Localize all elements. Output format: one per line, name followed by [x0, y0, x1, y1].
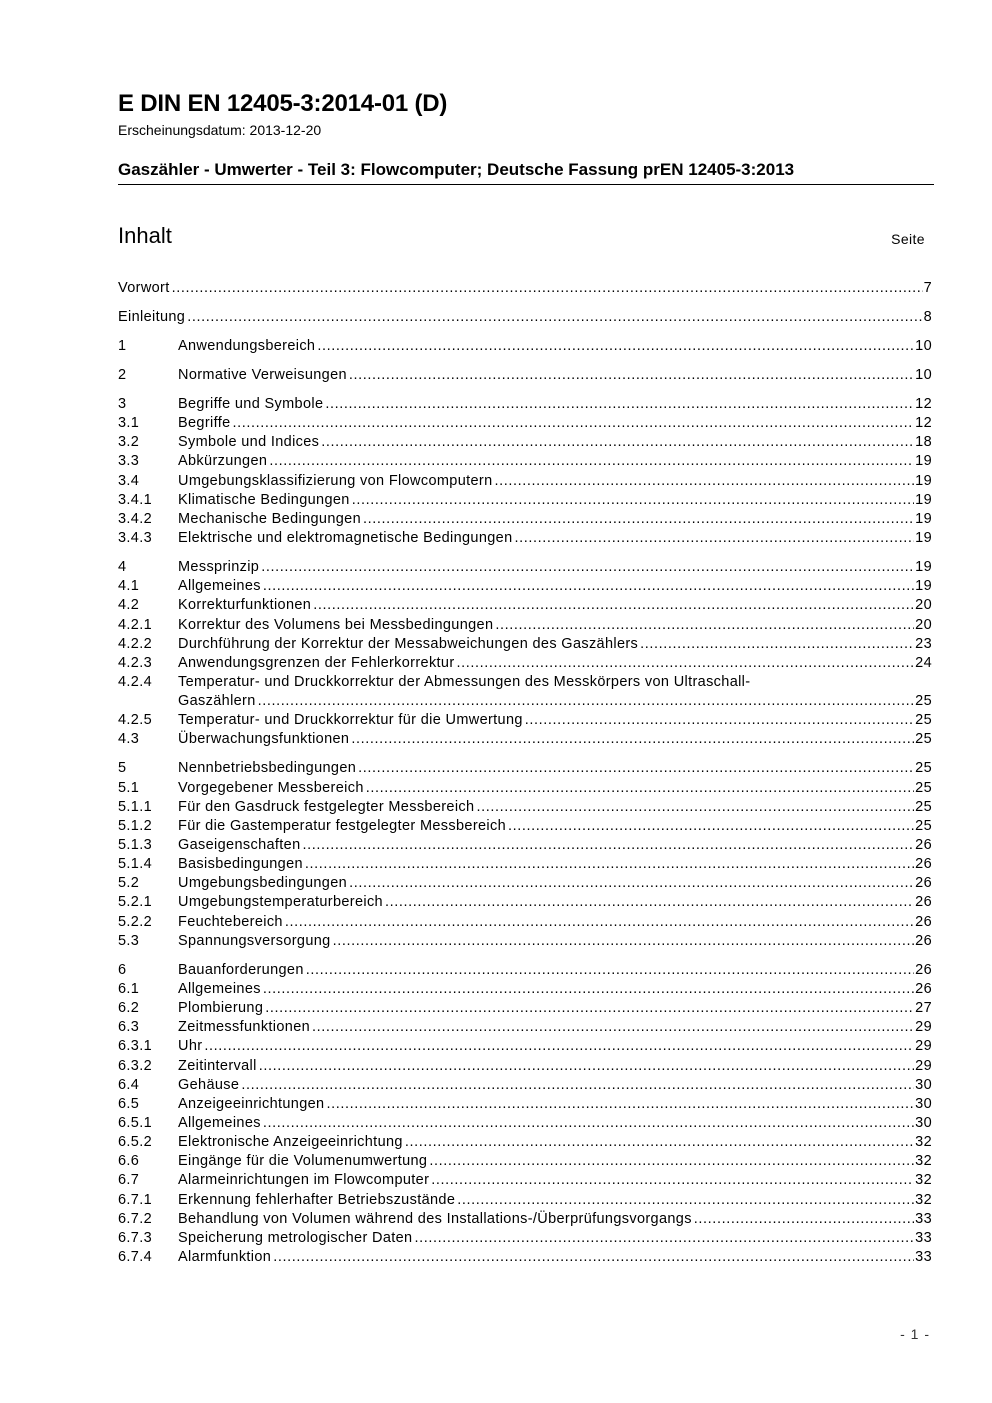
toc-entry-leader [258, 692, 915, 711]
toc-entry-title: Umgebungsbedingungen [178, 875, 348, 892]
page-number: - 1 - [900, 1326, 930, 1342]
toc-entry-page: 26 [915, 894, 932, 911]
toc-entry-leader [321, 433, 914, 452]
publication-date-value: 2013-12-20 [249, 122, 322, 138]
toc-entry-number: 3.2 [118, 434, 140, 451]
toc-entry-number: 1 [118, 338, 127, 354]
toc-entry-leader [317, 337, 914, 356]
toc-entry[interactable] [118, 980, 932, 999]
toc-entry-title: Elektrische und elektromagnetische Bedingungen [178, 530, 513, 547]
toc-entry-number: 5.2.2 [118, 913, 152, 930]
toc-entry-body [178, 1210, 932, 1229]
toc-entry-title: Für den Gasdruck festgelegter Messbereich [178, 798, 475, 815]
toc-entry-title: Feuchtebereich [178, 913, 283, 930]
toc-entry-title: Uhr [178, 1038, 203, 1055]
toc-entry-leader [263, 577, 914, 596]
toc-entry[interactable] [118, 932, 932, 951]
toc-entry-title: Gehäuse [178, 1076, 240, 1093]
toc-entry-wrapped-line [118, 673, 932, 692]
toc-entry-body [178, 1133, 932, 1152]
toc-entry-page: 26 [915, 856, 932, 873]
toc-entry-number: 3 [118, 396, 127, 412]
toc-entry-title: Elektronische Anzeigeeinrichtung [178, 1134, 403, 1151]
toc-entry-title: Klimatische Bedingungen [178, 491, 350, 508]
toc-entry-body [178, 1191, 932, 1210]
toc-entry-number: 6.3.1 [118, 1038, 152, 1055]
toc-entry-body [178, 491, 932, 510]
toc-entry-number: 6.3.2 [118, 1057, 152, 1074]
toc-entry-page: 29 [915, 1019, 932, 1036]
toc-entry[interactable] [118, 337, 932, 356]
toc-entry-number: 6.7 [118, 1172, 140, 1189]
toc-entry-leader [241, 1076, 914, 1095]
toc-entry[interactable] [118, 395, 932, 414]
toc-entry-number: 4.1 [118, 578, 140, 595]
toc-entry-body [178, 1229, 932, 1248]
toc-entry-body [178, 874, 932, 893]
toc-entry[interactable] [118, 1133, 932, 1152]
toc-entry-number: 3.4.3 [118, 530, 152, 547]
toc-entry-body [118, 308, 932, 327]
toc-entry-title: Gaszählern [178, 693, 256, 710]
toc-entry-page: 20 [915, 616, 932, 633]
toc-entry-number: 3.4.2 [118, 510, 152, 527]
toc-entry-title: Begriffe und Symbole [178, 396, 324, 412]
toc-entry-leader [313, 596, 914, 615]
toc-entry-leader [259, 1057, 914, 1076]
toc-entry-body [178, 711, 932, 730]
toc-entry-body [178, 730, 932, 749]
toc-entry-leader [269, 452, 914, 471]
toc-entry-leader [358, 759, 914, 778]
toc-entry-title: Temperatur- und Druckkorrektur für die Umwertung [178, 712, 523, 729]
toc-entry-number: 6.3 [118, 1019, 140, 1036]
toc-entry-number: 6.7.1 [118, 1191, 152, 1208]
toc-entry-page: 32 [915, 1153, 932, 1170]
toc-entry-leader [263, 1114, 914, 1133]
toc-entry[interactable] [118, 472, 932, 491]
toc-entry-page: 26 [915, 837, 932, 853]
toc-entry[interactable] [118, 1152, 932, 1171]
toc-entry[interactable] [118, 433, 932, 452]
toc-entry-body [178, 836, 932, 855]
toc-entry-body [118, 279, 932, 298]
toc-entry-number: 4.3 [118, 731, 140, 748]
toc-entry-page: 19 [915, 510, 932, 527]
toc-entry[interactable] [118, 1248, 932, 1267]
toc-entry-leader [431, 1171, 914, 1190]
toc-entry-body [178, 337, 932, 356]
toc-entry-body [178, 529, 932, 548]
toc-entry-leader [525, 711, 914, 730]
toc-entry-number: 5 [118, 760, 127, 777]
toc-entry-leader [457, 1191, 914, 1210]
toc-entry-body [178, 855, 932, 874]
toc-entry-leader [285, 913, 914, 932]
toc-entry-title-line1: Temperatur- und Druckkorrektur der Abmessungen des Messkörpers von Ultraschall- [178, 673, 751, 690]
toc-entry-page: 25 [915, 817, 932, 834]
toc-entry-leader [515, 529, 915, 548]
toc-entry-page: 32 [915, 1134, 932, 1151]
toc-entry-body [178, 433, 932, 452]
toc-entry[interactable] [118, 529, 932, 548]
toc-entry-leader [333, 932, 915, 951]
document-title: Gaszähler - Umwerter - Teil 3: Flowcomputer; Deutsche Fassung prEN 12405-3:2013 [118, 160, 934, 185]
toc-entry-number: 3.4.1 [118, 491, 152, 508]
toc-entry-page: 19 [915, 453, 932, 470]
toc-entry-title: Vorwort [118, 280, 170, 296]
toc-entry[interactable] [118, 1018, 932, 1037]
toc-entry-leader [312, 1018, 914, 1037]
toc-entry-page: 30 [915, 1095, 932, 1112]
toc-entry-number: 6 [118, 961, 127, 978]
toc-entry-page: 25 [915, 760, 932, 777]
toc-entry-body [178, 817, 932, 836]
toc-entry-body [178, 577, 932, 596]
toc-entry-page: 33 [915, 1210, 932, 1227]
toc-entry-title: Korrekturfunktionen [178, 597, 312, 614]
toc-entry[interactable] [118, 596, 932, 615]
toc-entry[interactable] [118, 692, 932, 711]
toc-entry-page: 30 [915, 1114, 932, 1131]
toc-entry[interactable] [118, 1037, 932, 1056]
toc-entry-title: Erkennung fehlerhafter Betriebszustände [178, 1191, 456, 1208]
toc-entry-body [178, 1018, 932, 1037]
toc-entry-page: 12 [915, 396, 932, 412]
toc-entry[interactable] [118, 279, 932, 298]
toc-entry-leader [429, 1152, 914, 1171]
toc-entry-leader [233, 414, 915, 433]
toc-entry-title: Bauanforderungen [178, 961, 304, 978]
toc-entry[interactable] [118, 414, 932, 433]
toc-entry-title: Überwachungsfunktionen [178, 731, 350, 748]
toc-entry-page: 29 [915, 1057, 932, 1074]
toc-entry-title: Speicherung metrologischer Daten [178, 1229, 413, 1246]
toc-entry-title: Einleitung [118, 309, 186, 325]
toc-entry-body [178, 1076, 932, 1095]
toc-entry-leader [351, 730, 914, 749]
toc-entry-body [178, 472, 932, 491]
toc-entry-body [178, 999, 932, 1018]
toc-entry[interactable] [118, 366, 932, 385]
toc-entry-number: 5.3 [118, 932, 140, 949]
toc-entry-body [178, 932, 932, 951]
toc-entry[interactable] [118, 855, 932, 874]
toc-entry-page: 27 [915, 1000, 932, 1017]
toc-entry[interactable] [118, 1076, 932, 1095]
toc-entry-page: 33 [915, 1229, 932, 1246]
toc-entry-body [178, 414, 932, 433]
toc-entry-title: Nennbetriebsbedingungen [178, 760, 357, 777]
toc-entry-leader [172, 279, 923, 298]
toc-entry-leader [265, 999, 914, 1018]
toc-entry[interactable] [118, 491, 932, 510]
toc-entry-body [178, 961, 932, 980]
toc-entry-leader [495, 616, 914, 635]
toc-entry[interactable] [118, 1171, 932, 1190]
toc-entry-number: 6.7.4 [118, 1249, 152, 1265]
toc-entry-leader [349, 366, 914, 385]
toc-entry[interactable] [118, 558, 932, 577]
toc-entry-page: 26 [915, 932, 932, 949]
toc-entry-title: Plombierung [178, 1000, 264, 1017]
toc-entry-leader [508, 817, 914, 836]
toc-entry-body [178, 654, 932, 673]
toc-entry[interactable] [118, 1057, 932, 1076]
toc-entry-page: 8 [923, 309, 932, 325]
toc-entry-number: 4.2.4 [118, 673, 152, 690]
toc-entry-title: Spannungsversorgung [178, 932, 331, 949]
toc-entry-leader [261, 558, 914, 577]
toc-entry-page: 29 [915, 1038, 932, 1055]
toc-entry-page: 10 [915, 338, 932, 354]
publication-date [118, 122, 321, 138]
toc-entry-leader [366, 779, 914, 798]
toc-entry-body [178, 692, 932, 711]
toc-entry-page: 25 [915, 712, 932, 729]
toc-entry[interactable] [118, 452, 932, 471]
toc-entry-number: 2 [118, 367, 127, 383]
toc-entry-page: 30 [915, 1076, 932, 1093]
toc-entry[interactable] [118, 798, 932, 817]
toc-entry-page: 20 [915, 597, 932, 614]
toc-entry-body [178, 1095, 932, 1114]
toc-entry-title: Durchführung der Korrektur der Messabweichungen des Gaszählers [178, 635, 639, 652]
toc-entry-number: 6.4 [118, 1076, 140, 1093]
toc-entry[interactable] [118, 1229, 932, 1248]
toc-entry-number: 6.2 [118, 1000, 140, 1017]
toc-entry-number: 3.3 [118, 453, 140, 470]
toc-entry-body [178, 893, 932, 912]
toc-entry-body [178, 1248, 932, 1267]
toc-entry-page: 26 [915, 913, 932, 930]
toc-entry[interactable] [118, 1210, 932, 1229]
toc-entry-title: Messprinzip [178, 559, 260, 576]
toc-entry-number: 4.2 [118, 597, 140, 614]
toc-entry-number: 4.2.1 [118, 616, 152, 633]
toc-entry-body [178, 558, 932, 577]
toc-entry-body [178, 779, 932, 798]
toc-entry-page: 10 [915, 367, 932, 383]
toc-entry[interactable] [118, 759, 932, 778]
toc-entry-page: 19 [915, 578, 932, 595]
toc-entry[interactable] [118, 913, 932, 932]
toc-entry-number: 5.2.1 [118, 894, 152, 911]
toc-entry[interactable] [118, 999, 932, 1018]
toc-entry-page: 7 [923, 280, 932, 296]
toc-entry-body [178, 798, 932, 817]
toc-entry-number: 5.1 [118, 779, 140, 796]
toc-entry-number: 6.6 [118, 1153, 140, 1170]
toc-entry-page: 24 [915, 654, 932, 671]
toc-entry-number: 6.1 [118, 980, 140, 997]
toc-entry[interactable] [118, 893, 932, 912]
toc-entry[interactable] [118, 635, 932, 654]
toc-entry-leader [414, 1229, 914, 1248]
toc-entry-page: 26 [915, 980, 932, 997]
toc-page-column-label: Seite [891, 231, 925, 247]
toc-entry-title: Eingänge für die Volumenumwertung [178, 1153, 428, 1170]
toc-entry-page: 19 [915, 472, 932, 489]
toc-entry-title: Gaseigenschaften [178, 837, 301, 853]
toc-entry-title: Normative Verweisungen [178, 367, 347, 383]
toc-entry-leader [306, 961, 914, 980]
toc-entry-title: Alarmeinrichtungen im Flowcomputer [178, 1172, 430, 1189]
toc-entry-body [178, 1057, 932, 1076]
toc-entry-body [178, 635, 932, 654]
toc-entry-page: 19 [915, 491, 932, 508]
toc-entry[interactable] [118, 961, 932, 980]
toc-entry-title: Begriffe [178, 415, 231, 432]
toc-entry-page: 25 [915, 731, 932, 748]
toc-entry-title: Für die Gastemperatur festgelegter Messbereich [178, 817, 506, 834]
toc-entry-leader [326, 1095, 914, 1114]
toc-entry-page: 25 [915, 779, 932, 796]
toc-entry-leader [303, 836, 915, 855]
toc-entry-page: 26 [915, 875, 932, 892]
toc-entry-title: Umgebungsklassifizierung von Flowcomputern [178, 472, 493, 489]
toc-entry-title: Vorgegebener Messbereich [178, 779, 364, 796]
document-id: E DIN EN 12405-3:2014-01 (D) [118, 90, 448, 117]
toc-entry[interactable] [118, 1095, 932, 1114]
toc-entry[interactable] [118, 817, 932, 836]
toc-entry-page: 25 [915, 693, 932, 710]
toc-entry[interactable] [118, 874, 932, 893]
toc-entry-body [178, 510, 932, 529]
toc-entry-body [178, 759, 932, 778]
toc-entry-title: Anwendungsgrenzen der Fehlerkorrektur [178, 654, 455, 671]
toc-entry-number: 6.7.2 [118, 1210, 152, 1227]
toc-entry-number: 5.1.3 [118, 837, 152, 853]
toc-entry-number: 4 [118, 559, 127, 576]
toc-entry-number: 4.2.3 [118, 654, 152, 671]
toc-entry-leader [405, 1133, 914, 1152]
toc-entry-leader [204, 1037, 914, 1056]
toc-entry[interactable] [118, 654, 932, 673]
toc-entry-number: 5.2 [118, 875, 140, 892]
toc-entry[interactable] [118, 616, 932, 635]
toc-entry[interactable] [118, 836, 932, 855]
toc-entry-body [178, 596, 932, 615]
toc-entry[interactable] [118, 308, 932, 327]
toc-entry-body [178, 616, 932, 635]
toc-entry-leader [325, 395, 914, 414]
toc-entry-number: 6.7.3 [118, 1229, 152, 1246]
toc-entry[interactable] [118, 711, 932, 730]
toc-entry-body [178, 913, 932, 932]
toc-entry-leader [495, 472, 915, 491]
toc-entry-page: 33 [915, 1249, 932, 1265]
toc-entry-page: 32 [915, 1172, 932, 1189]
toc-entry-title: Basisbedingungen [178, 856, 303, 873]
toc-entry-body [178, 980, 932, 999]
toc-entry-title: Zeitintervall [178, 1057, 257, 1074]
toc-entry[interactable] [118, 730, 932, 749]
toc-entry-title: Symbole und Indices [178, 434, 320, 451]
toc-entry-leader [305, 855, 914, 874]
toc-entry-title: Anzeigeeinrichtungen [178, 1095, 325, 1112]
toc-entry-body [178, 1037, 932, 1056]
publication-date-label: Erscheinungsdatum: [118, 122, 246, 138]
toc-entry-page: 19 [915, 559, 932, 576]
toc-heading: Inhalt [118, 223, 172, 248]
toc-entry[interactable] [118, 1191, 932, 1210]
toc-entry-title: Alarmfunktion [178, 1249, 272, 1265]
toc-entry-page: 19 [915, 530, 932, 547]
toc-entry-title: Allgemeines [178, 980, 261, 997]
toc-entry-page: 25 [915, 798, 932, 815]
toc-entry-title: Zeitmessfunktionen [178, 1019, 311, 1036]
toc-entry-body [178, 366, 932, 385]
toc-entry-page: 23 [915, 635, 932, 652]
toc-entry-body [178, 452, 932, 471]
toc-entry[interactable] [118, 577, 932, 596]
toc-entry-title: Allgemeines [178, 1114, 261, 1131]
toc-entry-leader [363, 510, 914, 529]
toc-entry-number: 5.1.2 [118, 817, 152, 834]
toc-entry-leader [457, 654, 915, 673]
toc-entry-number: 5.1.4 [118, 856, 152, 873]
toc-entry[interactable] [118, 510, 932, 529]
toc-entry-title: Anwendungsbereich [178, 338, 316, 354]
toc-entry-page: 12 [915, 415, 932, 432]
toc-entry-number: 3.4 [118, 472, 140, 489]
toc-entry-number: 6.5 [118, 1095, 140, 1112]
toc-entry-body [178, 1171, 932, 1190]
toc-entry-page: 26 [915, 961, 932, 978]
toc-entry-page: 18 [915, 434, 932, 451]
toc-entry-leader [640, 635, 914, 654]
toc-entry-page: 32 [915, 1191, 932, 1208]
toc-entry-leader [385, 893, 914, 912]
toc-entry-leader [476, 798, 914, 817]
toc-entry-title: Allgemeines [178, 578, 261, 595]
toc-entry[interactable] [118, 779, 932, 798]
toc-entry-title: Behandlung von Volumen während des Installations-/Überprüfungsvorgangs [178, 1210, 692, 1227]
toc-entry-body [178, 1152, 932, 1171]
toc-entry-number: 6.5.2 [118, 1134, 152, 1151]
toc-entry-number: 6.5.1 [118, 1114, 152, 1131]
toc-entry-title: Korrektur des Volumens bei Messbedingungen [178, 616, 494, 633]
toc-entry-leader [187, 308, 922, 327]
toc-entry-title: Abkürzungen [178, 453, 268, 470]
toc-entry[interactable] [118, 1114, 932, 1133]
toc-entry-number: 5.1.1 [118, 798, 152, 815]
toc-entry-body [178, 395, 932, 414]
toc-entry-title: Umgebungstemperaturbereich [178, 894, 383, 911]
toc-entry-number: 3.1 [118, 415, 140, 432]
toc-entry-number: 4.2.2 [118, 635, 152, 652]
toc-entry-title: Mechanische Bedingungen [178, 510, 361, 527]
toc-entry-leader [352, 491, 914, 510]
toc-entry-leader [263, 980, 914, 999]
toc-entry-number: 4.2.5 [118, 712, 152, 729]
toc-entry-body [178, 1114, 932, 1133]
toc-entry-leader [349, 874, 914, 893]
toc-entry-leader [273, 1248, 914, 1267]
toc-entry-leader [694, 1210, 914, 1229]
